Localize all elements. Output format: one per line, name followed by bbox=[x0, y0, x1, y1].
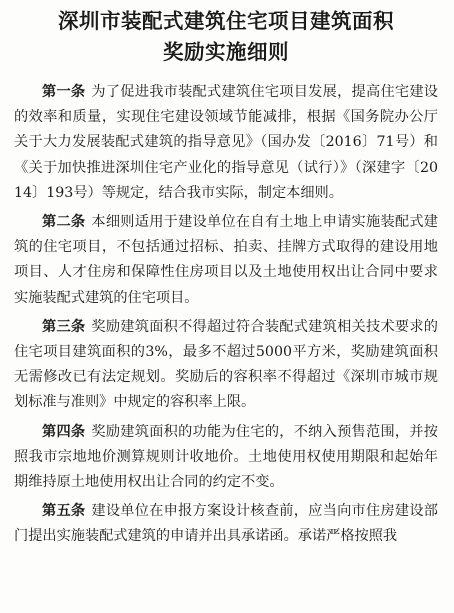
article-2 bbox=[14, 210, 438, 311]
article-3 bbox=[14, 315, 438, 416]
article-number: 第一条 bbox=[42, 84, 86, 100]
article-text: 建设单位在申报方案设计核查前，应当向市住房建设部门提出实施装配式建筑的申请并出具承诺函。承诺严格按照我 bbox=[14, 503, 438, 545]
article-number: 第二条 bbox=[42, 214, 86, 231]
article-text: 奖励建筑面积不得超过符合装配式建筑相关技术要求的住宅项目建筑面积的3%，最多不超过5000平方米，奖励建筑面积无需修改已有法定规划。奖励后的容积率不得超过《深圳市城市规划标准与准则》中规定的容积率上限。 bbox=[14, 318, 438, 411]
article-text: 奖励建筑面积的功能为住宅的，不纳入预售范围，并按照我市宗地地价测算规则计收地价。土地使用权使用期限和起始年期维持原土地使用权出让合同的约定不变。 bbox=[14, 423, 438, 491]
article-5 bbox=[14, 499, 438, 549]
document-title bbox=[14, 6, 438, 68]
article-text: 为了促进我市装配式建筑住宅项目发展，提高住宅建设的效率和质量，实现住宅建设领域节能减排，根据《国务院办公厅关于大力发展装配式建筑的指导意见》（国办发〔2016〕71号）和《关于加快推进深圳住宅产业化的指导意见（试行）》（深建字〔2014〕193号）等规定，结合我市实际，制定本细则。 bbox=[14, 84, 438, 201]
article-1 bbox=[14, 80, 438, 206]
article-4 bbox=[14, 420, 438, 496]
article-number: 第五条 bbox=[42, 503, 86, 520]
title-line-2: 奖励实施细则 bbox=[163, 40, 289, 64]
article-number: 第三条 bbox=[42, 318, 86, 335]
title-line-1: 深圳市装配式建筑住宅项目建筑面积 bbox=[58, 9, 394, 33]
article-number: 第四条 bbox=[42, 423, 86, 440]
article-text: 本细则适用于建设单位在自有土地上申请实施装配式建筑的住宅项目，不包括通过招标、拍卖、挂牌方式取得的建设用地项目、人才住房和保障性住房项目以及土地使用权出让合同中要求实施装配式建筑的住宅项目。 bbox=[14, 214, 438, 306]
